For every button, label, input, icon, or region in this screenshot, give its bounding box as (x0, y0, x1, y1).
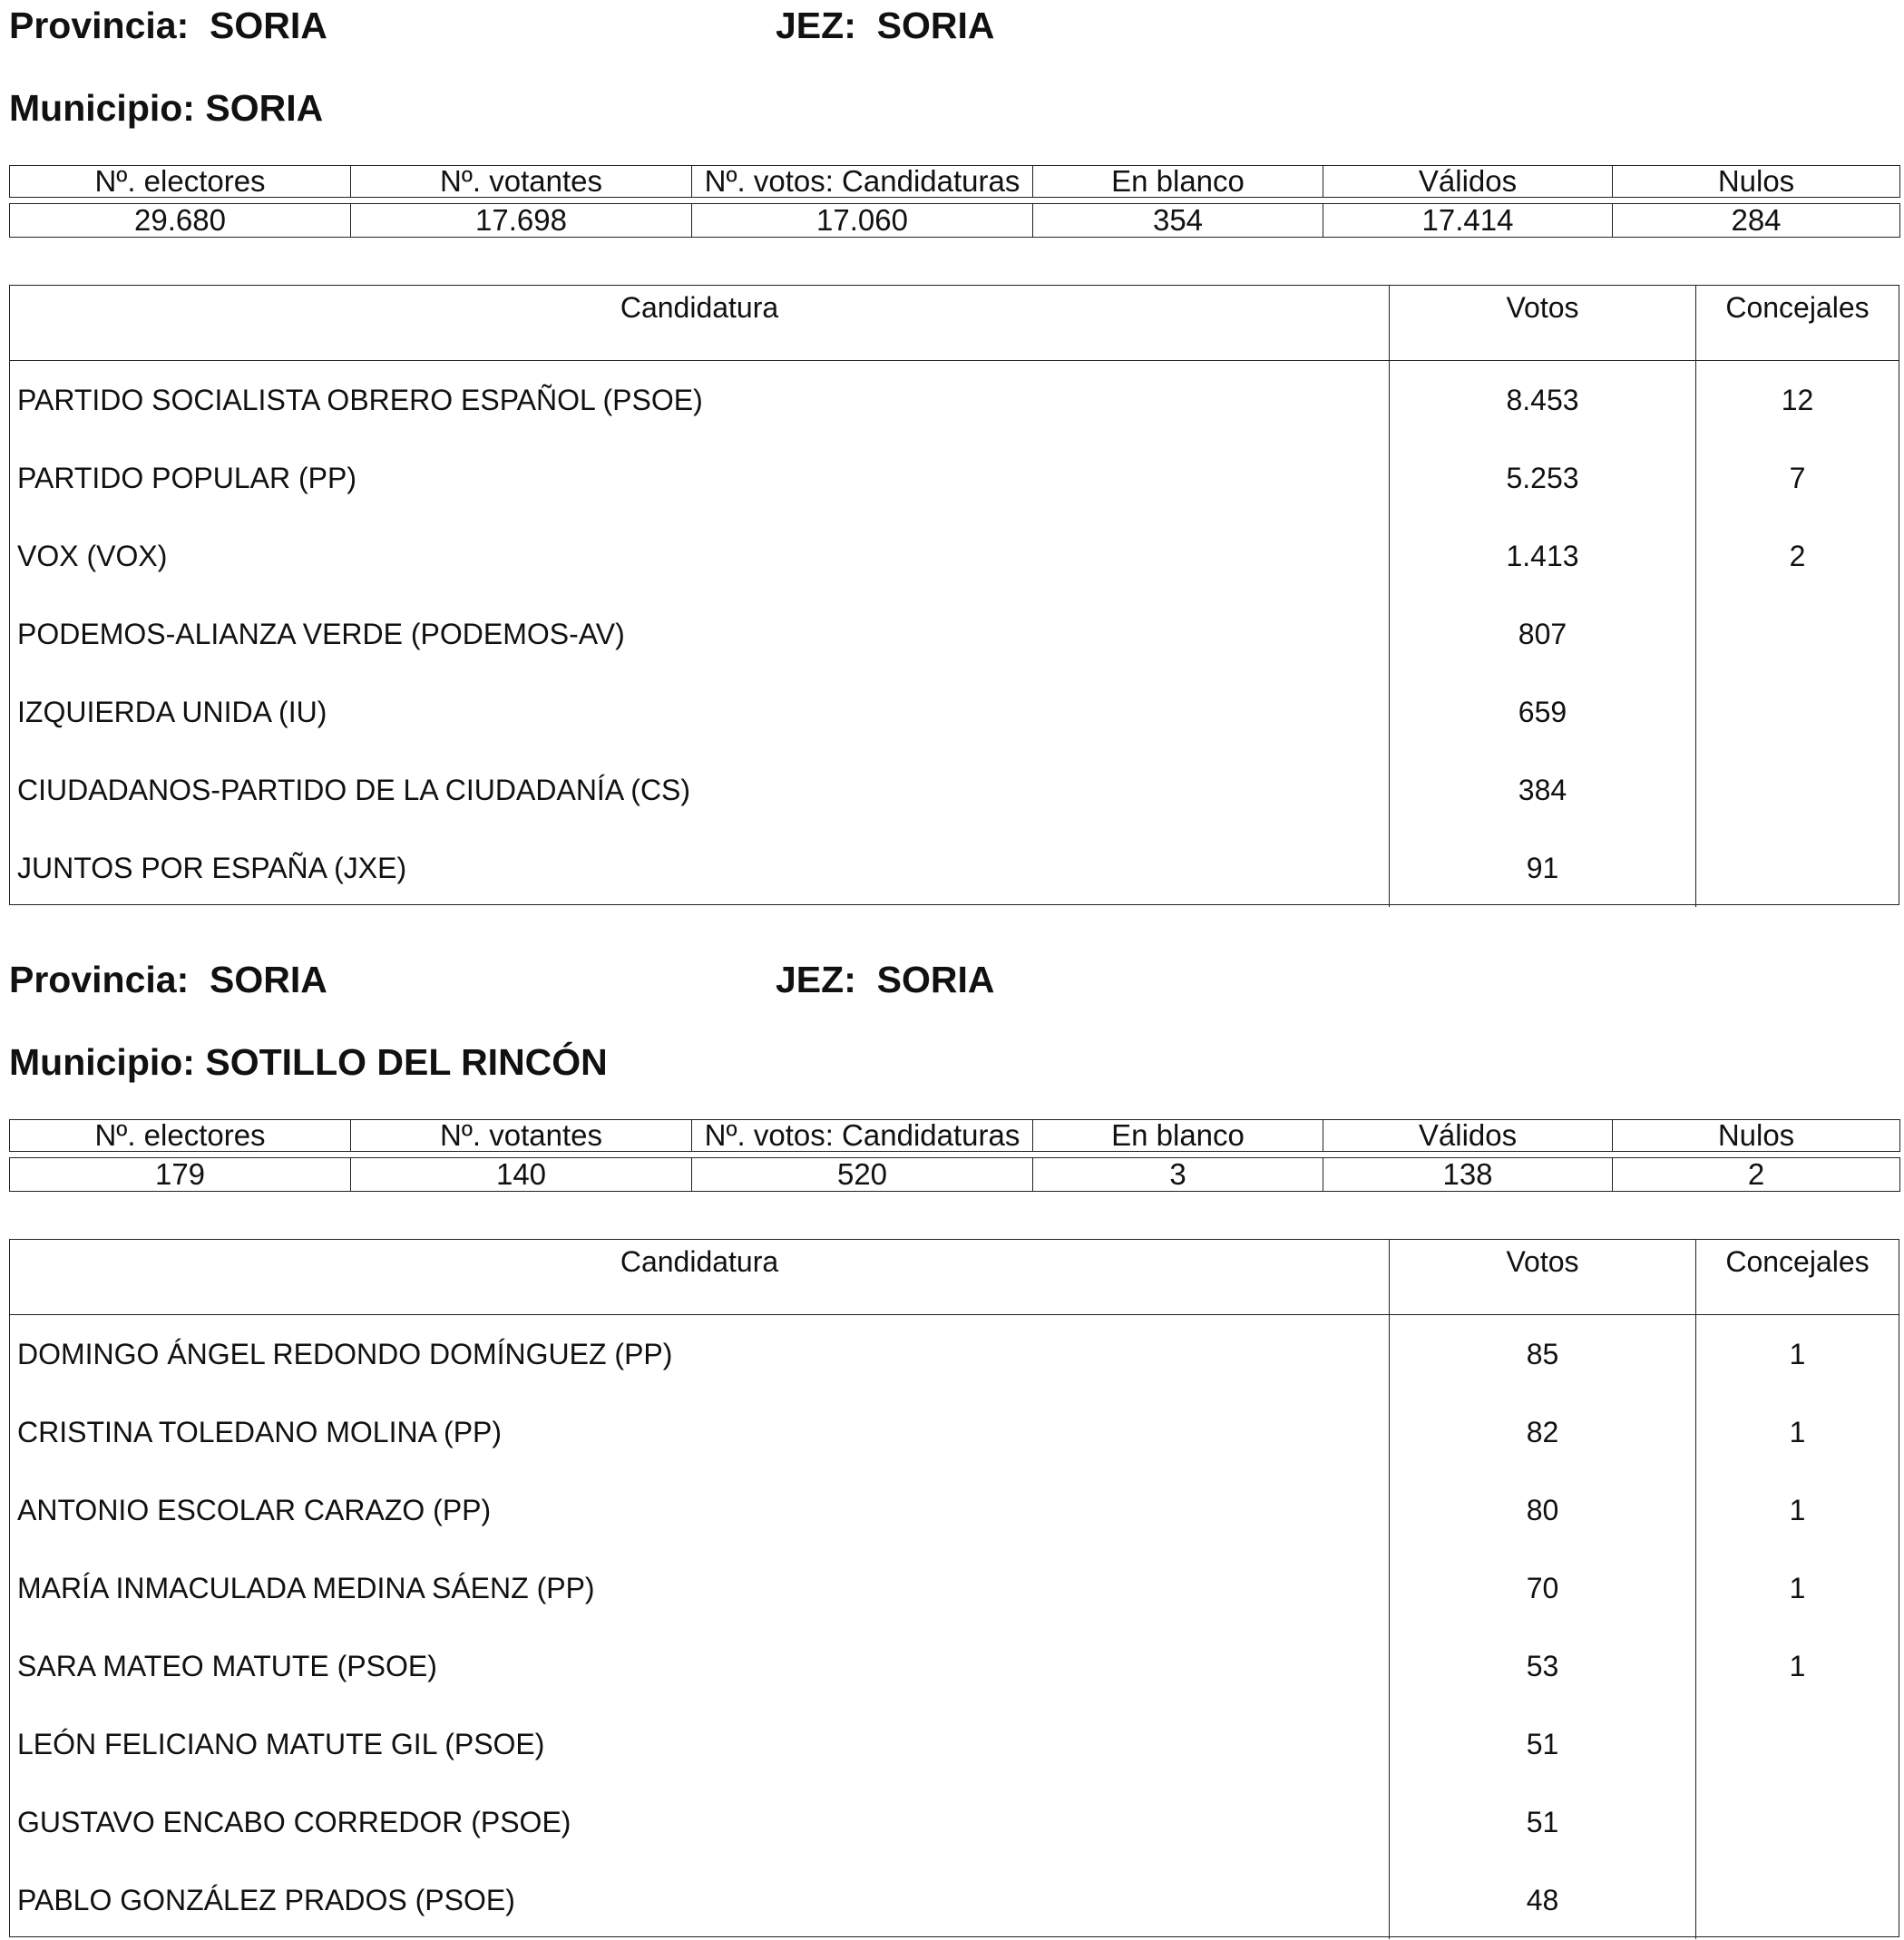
jez-value: SORIA (876, 959, 995, 1000)
concejales-cell: 12 (1781, 383, 1814, 416)
results-header-concejales: Concejales (1725, 291, 1870, 324)
provincia-label: Provincia: (9, 959, 190, 1000)
table-row (10, 361, 1899, 439)
results-header-candidatura: Candidatura (10, 286, 1390, 360)
summary-value-en-blanco: 354 (1033, 204, 1323, 238)
candidatura-cell: VOX (VOX) (10, 517, 1390, 595)
concejales-cell (1696, 1705, 1899, 1783)
summary-header-electores: Nº. electores (10, 166, 351, 198)
jez-label: JEZ: (776, 959, 856, 1000)
votos-cell: 80 (1390, 1471, 1696, 1549)
concejales-cell: 1 (1789, 1415, 1806, 1448)
summary-value-validos: 17.414 (1323, 204, 1613, 238)
summary-values-row (10, 1158, 1900, 1192)
municipio-value: SORIA (205, 87, 324, 129)
concejales-cell: 1 (1789, 1649, 1806, 1682)
municipio-value: SOTILLO DEL RINCÓN (205, 1041, 608, 1083)
votos-cell: 82 (1390, 1393, 1696, 1471)
results-header-votos: Votos (1390, 286, 1696, 360)
candidatura-cell: ANTONIO ESCOLAR CARAZO (PP) (10, 1471, 1390, 1549)
table-row (10, 1627, 1899, 1705)
summary-header-votantes: Nº. votantes (351, 166, 692, 198)
candidatura-cell: PODEMOS-ALIANZA VERDE (PODEMOS-AV) (10, 595, 1390, 673)
concejales-cell: 2 (1789, 539, 1806, 572)
summary-header-row (10, 1120, 1900, 1152)
votos-cell: 48 (1390, 1861, 1696, 1939)
votos-cell: 807 (1390, 595, 1696, 673)
summary-value-votos-candidaturas: 17.060 (692, 204, 1033, 238)
summary-header-electores: Nº. electores (10, 1120, 351, 1152)
concejales-cell: 1 (1789, 1337, 1806, 1370)
concejales-cell (1696, 751, 1899, 829)
votos-cell: 5.253 (1390, 439, 1696, 517)
summary-table (9, 165, 1900, 238)
votos-cell: 70 (1390, 1549, 1696, 1627)
jez-value: SORIA (876, 5, 995, 46)
candidatura-cell: MARÍA INMACULADA MEDINA SÁENZ (PP) (10, 1549, 1390, 1627)
summary-header-votos-candidaturas: Nº. votos: Candidaturas (692, 166, 1033, 198)
summary-header-validos: Válidos (1323, 166, 1613, 198)
provincia-label: Provincia: (9, 5, 190, 46)
results-header-row (10, 1240, 1899, 1315)
table-row (10, 1315, 1899, 1393)
concejales-cell: 7 (1789, 461, 1806, 494)
candidatura-cell: PARTIDO SOCIALISTA OBRERO ESPAÑOL (PSOE) (10, 361, 1390, 439)
candidatura-cell: JUNTOS POR ESPAÑA (JXE) (10, 829, 1390, 907)
summary-value-nulos: 284 (1613, 204, 1900, 238)
summary-header-validos: Válidos (1323, 1120, 1613, 1152)
results-header-concejales: Concejales (1725, 1245, 1870, 1278)
results-header-candidatura: Candidatura (10, 1240, 1390, 1314)
table-row (10, 1705, 1899, 1783)
summary-table (9, 1119, 1900, 1192)
concejales-cell (1696, 673, 1899, 751)
candidatura-cell: LEÓN FELICIANO MATUTE GIL (PSOE) (10, 1705, 1390, 1783)
summary-values-row (10, 204, 1900, 238)
provincia-heading (9, 7, 327, 44)
summary-value-votantes: 140 (351, 1158, 692, 1192)
candidatura-cell: CRISTINA TOLEDANO MOLINA (PP) (10, 1393, 1390, 1471)
table-row (10, 673, 1899, 751)
table-row (10, 751, 1899, 829)
table-row (10, 1861, 1899, 1939)
municipio-label: Municipio: (9, 87, 195, 129)
candidatura-cell: GUSTAVO ENCABO CORREDOR (PSOE) (10, 1783, 1390, 1861)
summary-value-electores: 179 (10, 1158, 351, 1192)
concejales-cell: 1 (1789, 1571, 1806, 1604)
provincia-value: SORIA (210, 5, 327, 46)
table-row (10, 1471, 1899, 1549)
votos-cell: 51 (1390, 1783, 1696, 1861)
candidatura-cell: IZQUIERDA UNIDA (IU) (10, 673, 1390, 751)
table-row (10, 1549, 1899, 1627)
summary-value-en-blanco: 3 (1033, 1158, 1323, 1192)
concejales-cell (1696, 829, 1899, 907)
table-row (10, 829, 1899, 907)
candidatura-cell: PABLO GONZÁLEZ PRADOS (PSOE) (10, 1861, 1390, 1939)
jez-heading (776, 7, 995, 44)
results-body (10, 1315, 1899, 1939)
table-row (10, 595, 1899, 673)
summary-header-en-blanco: En blanco (1033, 1120, 1323, 1152)
table-row (10, 439, 1899, 517)
provincia-value: SORIA (210, 959, 327, 1000)
votos-cell: 384 (1390, 751, 1696, 829)
results-header-row (10, 286, 1899, 361)
votos-cell: 85 (1390, 1315, 1696, 1393)
summary-header-votos-candidaturas: Nº. votos: Candidaturas (692, 1120, 1033, 1152)
concejales-cell (1696, 1783, 1899, 1861)
provincia-heading (9, 961, 327, 999)
candidatura-cell: SARA MATEO MATUTE (PSOE) (10, 1627, 1390, 1705)
summary-header-en-blanco: En blanco (1033, 166, 1323, 198)
results-body (10, 361, 1899, 907)
municipio-heading (9, 87, 324, 129)
table-row (10, 1783, 1899, 1861)
municipio-label: Municipio: (9, 1041, 195, 1083)
summary-value-nulos: 2 (1613, 1158, 1900, 1192)
table-row (10, 1393, 1899, 1471)
jez-heading (776, 961, 995, 999)
jez-label: JEZ: (776, 5, 856, 46)
summary-header-nulos: Nulos (1613, 166, 1900, 198)
results-header-votos: Votos (1390, 1240, 1696, 1314)
summary-value-electores: 29.680 (10, 204, 351, 238)
votos-cell: 8.453 (1390, 361, 1696, 439)
summary-value-votantes: 17.698 (351, 204, 692, 238)
candidatura-cell: CIUDADANOS-PARTIDO DE LA CIUDADANÍA (CS) (10, 751, 1390, 829)
votos-cell: 53 (1390, 1627, 1696, 1705)
concejales-cell (1696, 1861, 1899, 1939)
candidatura-cell: PARTIDO POPULAR (PP) (10, 439, 1390, 517)
municipio-heading (9, 1041, 608, 1083)
summary-header-row (10, 166, 1900, 198)
votos-cell: 1.413 (1390, 517, 1696, 595)
summary-header-nulos: Nulos (1613, 1120, 1900, 1152)
concejales-cell (1696, 595, 1899, 673)
votos-cell: 659 (1390, 673, 1696, 751)
results-table (9, 285, 1899, 905)
concejales-cell: 1 (1789, 1493, 1806, 1526)
candidatura-cell: DOMINGO ÁNGEL REDONDO DOMÍNGUEZ (PP) (10, 1315, 1390, 1393)
summary-value-validos: 138 (1323, 1158, 1613, 1192)
summary-header-votantes: Nº. votantes (351, 1120, 692, 1152)
votos-cell: 91 (1390, 829, 1696, 907)
summary-value-votos-candidaturas: 520 (692, 1158, 1033, 1192)
table-row (10, 517, 1899, 595)
results-table (9, 1239, 1899, 1937)
votos-cell: 51 (1390, 1705, 1696, 1783)
